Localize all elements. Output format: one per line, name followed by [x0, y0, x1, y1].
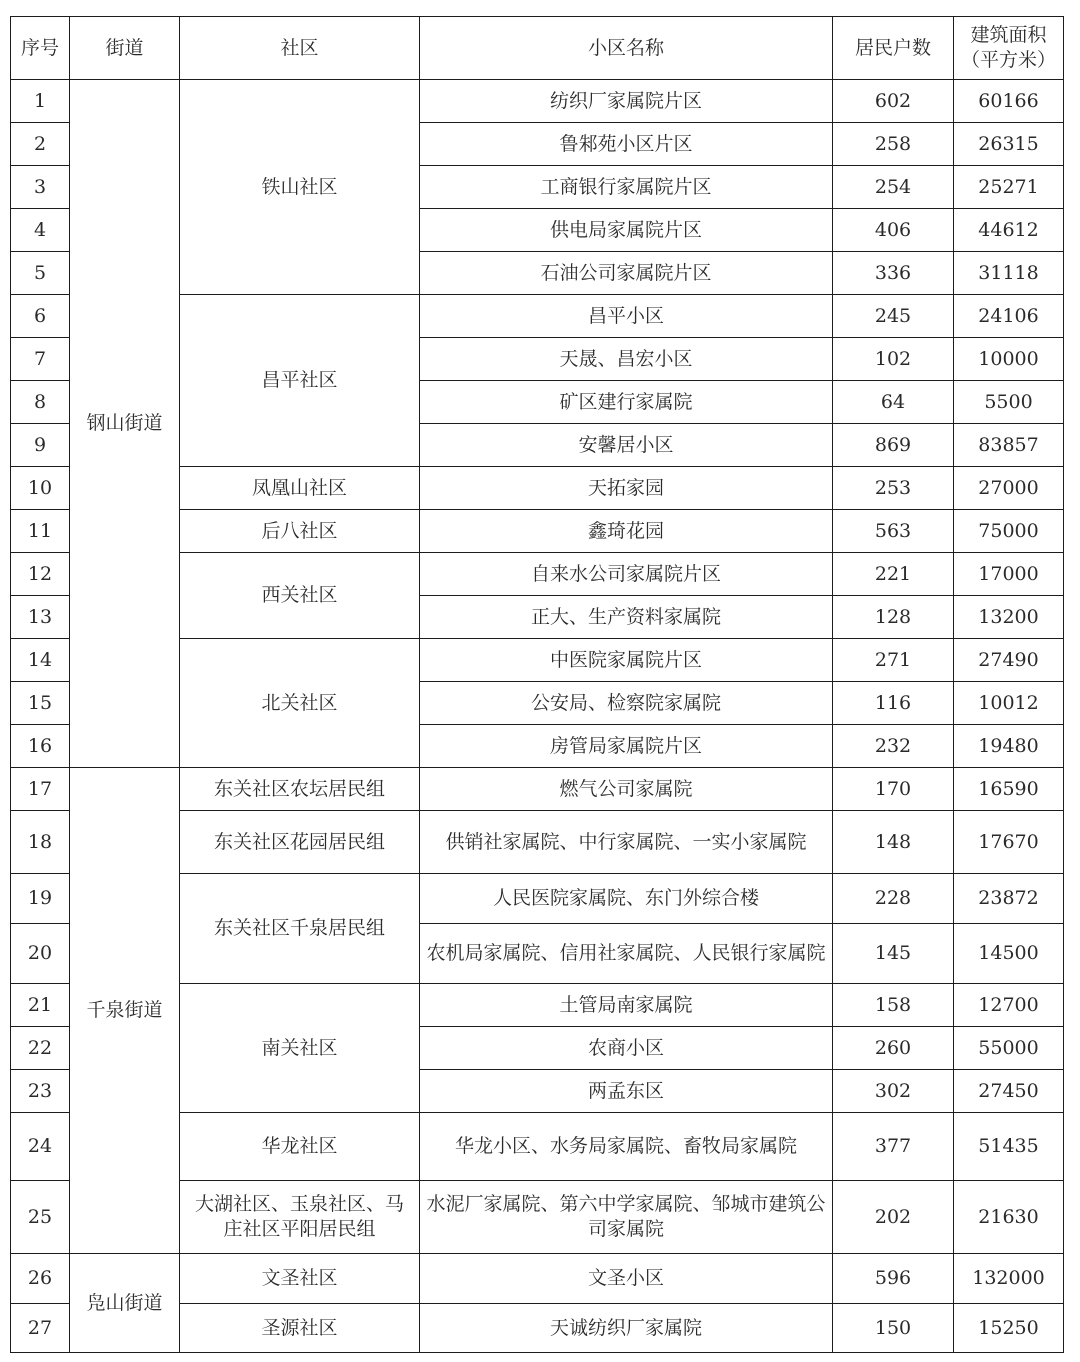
cell-community: 华龙社区	[180, 1113, 420, 1181]
cell-community: 凤凰山社区	[180, 467, 420, 510]
header-compound: 小区名称	[420, 17, 833, 80]
cell-index: 1	[11, 80, 70, 123]
header-area-line1: 建筑面积	[970, 24, 1047, 46]
cell-area: 44612	[954, 209, 1064, 252]
cell-households: 869	[833, 424, 954, 467]
cell-compound: 天拓家园	[420, 467, 833, 510]
cell-households: 254	[833, 166, 954, 209]
cell-area: 25271	[954, 166, 1064, 209]
cell-index: 25	[11, 1181, 70, 1254]
cell-households: 563	[833, 510, 954, 553]
cell-index: 14	[11, 639, 70, 682]
cell-households: 202	[833, 1181, 954, 1254]
cell-index: 16	[11, 725, 70, 768]
cell-households: 258	[833, 123, 954, 166]
cell-index: 3	[11, 166, 70, 209]
cell-community: 昌平社区	[180, 295, 420, 467]
cell-households: 158	[833, 984, 954, 1027]
cell-index: 15	[11, 682, 70, 725]
cell-street: 凫山街道	[70, 1254, 180, 1353]
cell-community: 圣源社区	[180, 1304, 420, 1353]
cell-households: 128	[833, 596, 954, 639]
cell-area: 27490	[954, 639, 1064, 682]
cell-index: 23	[11, 1070, 70, 1113]
header-households: 居民户数	[833, 17, 954, 80]
cell-compound: 鲁邾苑小区片区	[420, 123, 833, 166]
header-index: 序号	[11, 17, 70, 80]
cell-index: 10	[11, 467, 70, 510]
cell-compound: 供电局家属院片区	[420, 209, 833, 252]
cell-compound: 工商银行家属院片区	[420, 166, 833, 209]
cell-area: 55000	[954, 1027, 1064, 1070]
cell-community: 北关社区	[180, 639, 420, 768]
cell-compound: 水泥厂家属院、第六中学家属院、邹城市建筑公司家属院	[420, 1181, 833, 1254]
table-row	[11, 1254, 1064, 1304]
cell-index: 9	[11, 424, 70, 467]
cell-compound: 土管局南家属院	[420, 984, 833, 1027]
cell-index: 13	[11, 596, 70, 639]
cell-index: 21	[11, 984, 70, 1027]
cell-area: 10012	[954, 682, 1064, 725]
cell-index: 8	[11, 381, 70, 424]
cell-compound: 人民医院家属院、东门外综合楼	[420, 874, 833, 924]
cell-households: 602	[833, 80, 954, 123]
cell-area: 15250	[954, 1304, 1064, 1353]
cell-area: 5500	[954, 381, 1064, 424]
cell-compound: 正大、生产资料家属院	[420, 596, 833, 639]
cell-compound: 公安局、检察院家属院	[420, 682, 833, 725]
cell-compound: 纺织厂家属院片区	[420, 80, 833, 123]
cell-index: 2	[11, 123, 70, 166]
cell-area: 10000	[954, 338, 1064, 381]
cell-households: 302	[833, 1070, 954, 1113]
header-row	[11, 17, 1064, 80]
cell-index: 19	[11, 874, 70, 924]
cell-households: 260	[833, 1027, 954, 1070]
cell-area: 27450	[954, 1070, 1064, 1113]
cell-index: 7	[11, 338, 70, 381]
cell-index: 26	[11, 1254, 70, 1304]
cell-households: 102	[833, 338, 954, 381]
cell-index: 4	[11, 209, 70, 252]
cell-index: 18	[11, 811, 70, 874]
cell-area: 132000	[954, 1254, 1064, 1304]
cell-households: 232	[833, 725, 954, 768]
cell-compound: 中医院家属院片区	[420, 639, 833, 682]
cell-community: 铁山社区	[180, 80, 420, 295]
cell-area: 27000	[954, 467, 1064, 510]
cell-households: 145	[833, 924, 954, 984]
cell-compound: 鑫琦花园	[420, 510, 833, 553]
cell-index: 5	[11, 252, 70, 295]
cell-street: 千泉街道	[70, 768, 180, 1254]
cell-households: 271	[833, 639, 954, 682]
cell-households: 64	[833, 381, 954, 424]
cell-area: 51435	[954, 1113, 1064, 1181]
cell-compound: 农商小区	[420, 1027, 833, 1070]
cell-households: 377	[833, 1113, 954, 1181]
cell-index: 27	[11, 1304, 70, 1353]
cell-community: 东关社区千泉居民组	[180, 874, 420, 984]
cell-households: 596	[833, 1254, 954, 1304]
cell-community: 东关社区花园居民组	[180, 811, 420, 874]
cell-households: 116	[833, 682, 954, 725]
cell-community: 后八社区	[180, 510, 420, 553]
header-street: 街道	[70, 17, 180, 80]
cell-households: 150	[833, 1304, 954, 1353]
cell-compound: 矿区建行家属院	[420, 381, 833, 424]
table-row	[11, 80, 1064, 123]
cell-area: 31118	[954, 252, 1064, 295]
header-area-line2: （平方米）	[960, 49, 1056, 71]
cell-compound: 华龙小区、水务局家属院、畜牧局家属院	[420, 1113, 833, 1181]
cell-community: 西关社区	[180, 553, 420, 639]
cell-compound: 自来水公司家属院片区	[420, 553, 833, 596]
cell-compound: 两孟东区	[420, 1070, 833, 1113]
cell-area: 75000	[954, 510, 1064, 553]
cell-area: 19480	[954, 725, 1064, 768]
cell-community: 南关社区	[180, 984, 420, 1113]
cell-households: 148	[833, 811, 954, 874]
cell-index: 22	[11, 1027, 70, 1070]
cell-community: 文圣社区	[180, 1254, 420, 1304]
cell-area: 24106	[954, 295, 1064, 338]
cell-area: 12700	[954, 984, 1064, 1027]
cell-compound: 文圣小区	[420, 1254, 833, 1304]
residential-compound-table	[10, 16, 1064, 1353]
header-community: 社区	[180, 17, 420, 80]
cell-area: 14500	[954, 924, 1064, 984]
cell-households: 336	[833, 252, 954, 295]
cell-compound: 安馨居小区	[420, 424, 833, 467]
cell-community: 大湖社区、玉泉社区、马庄社区平阳居民组	[180, 1181, 420, 1254]
cell-community: 东关社区农坛居民组	[180, 768, 420, 811]
cell-street: 钢山街道	[70, 80, 180, 768]
cell-compound: 昌平小区	[420, 295, 833, 338]
cell-households: 170	[833, 768, 954, 811]
cell-compound: 房管局家属院片区	[420, 725, 833, 768]
cell-area: 16590	[954, 768, 1064, 811]
cell-compound: 供销社家属院、中行家属院、一实小家属院	[420, 811, 833, 874]
cell-compound: 天诚纺织厂家属院	[420, 1304, 833, 1353]
cell-area: 17000	[954, 553, 1064, 596]
cell-area: 26315	[954, 123, 1064, 166]
cell-area: 83857	[954, 424, 1064, 467]
cell-area: 60166	[954, 80, 1064, 123]
cell-index: 24	[11, 1113, 70, 1181]
cell-area: 23872	[954, 874, 1064, 924]
cell-index: 20	[11, 924, 70, 984]
cell-compound: 燃气公司家属院	[420, 768, 833, 811]
cell-households: 253	[833, 467, 954, 510]
cell-index: 11	[11, 510, 70, 553]
cell-index: 12	[11, 553, 70, 596]
cell-compound: 石油公司家属院片区	[420, 252, 833, 295]
header-area	[954, 17, 1064, 80]
cell-index: 6	[11, 295, 70, 338]
cell-compound: 天晟、昌宏小区	[420, 338, 833, 381]
cell-households: 406	[833, 209, 954, 252]
cell-index: 17	[11, 768, 70, 811]
cell-compound: 农机局家属院、信用社家属院、人民银行家属院	[420, 924, 833, 984]
cell-area: 17670	[954, 811, 1064, 874]
cell-area: 13200	[954, 596, 1064, 639]
table-row	[11, 768, 1064, 811]
cell-households: 221	[833, 553, 954, 596]
cell-households: 228	[833, 874, 954, 924]
cell-households: 245	[833, 295, 954, 338]
cell-area: 21630	[954, 1181, 1064, 1254]
